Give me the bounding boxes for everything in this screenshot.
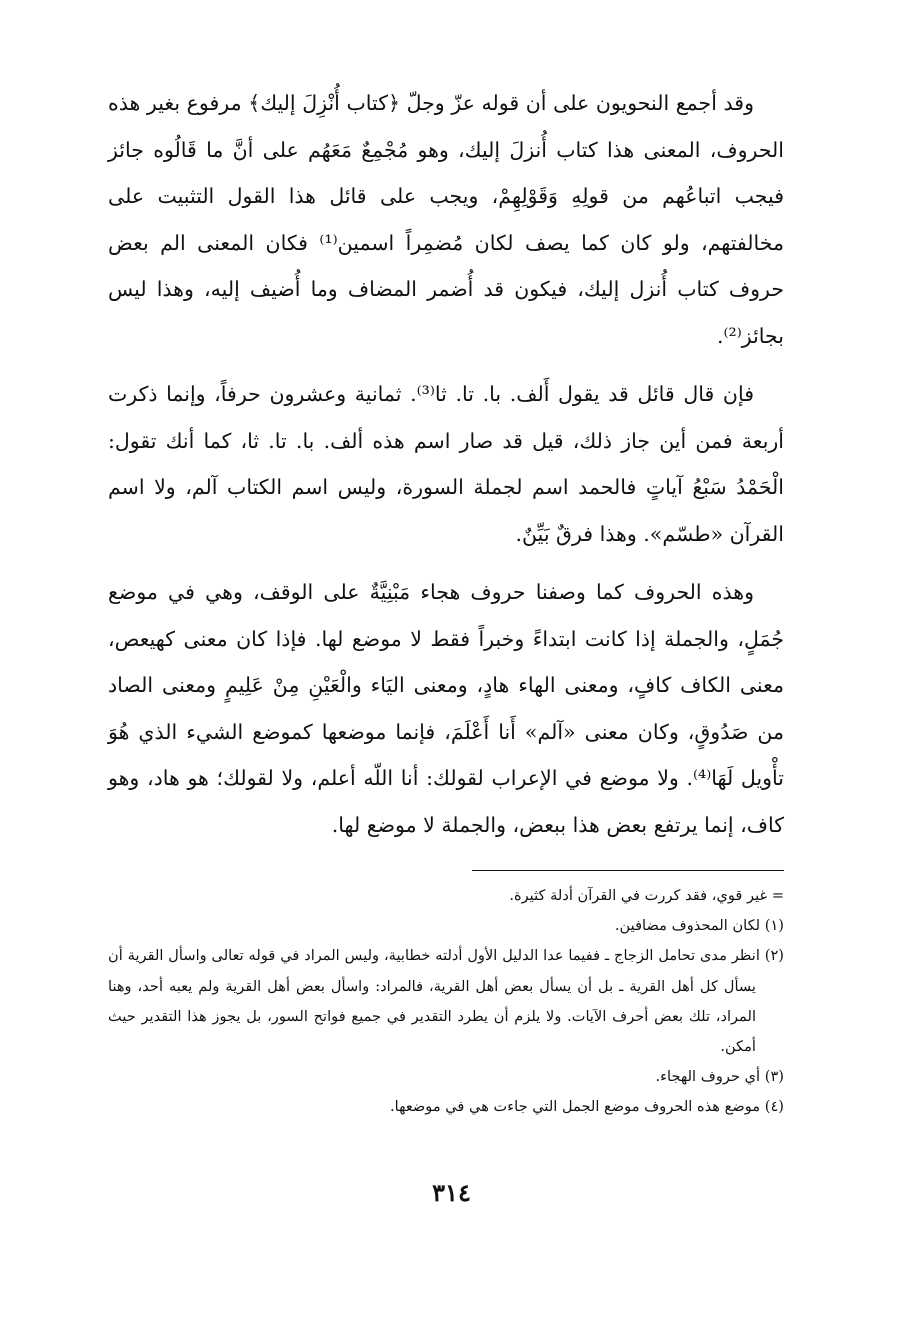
footnotes — [108, 881, 784, 1123]
page-content — [108, 80, 784, 1123]
paragraph-3: وهذه الحروف كما وصفنا حروف هجاء مَبْنِيَّةٌ على الوقف، وهي في موضع جُمَلٍ، والجملة إذا كانت ابتداءً وخبراً فقط لا موضع لها. فإذا كان معنى كهيعص، معنى الكاف كافٍ، ومعنى الهاء هادٍ، ومعنى اليَاء والْعَيْنِ مِنْ عَلِيمٍ ومعنى الصاد من صَدُوقٍ، وكان معنى «آلم» أَنا أَعْلَمَ، فإنما موضعها كموضع الشيء الذي هُوَ تأْويل لَهَا⁽⁴⁾. ولا موضع في الإعراب لقولك: أنا اللّه أعلم، ولا لقولك؛ هو هاد، وهو كاف، إنما يرتفع بعض هذا ببعض، والجملة لا موضع لها. — [108, 580, 785, 837]
paragraph-1: وقد أجمع النحويون على أن قوله عزّ وجلّ ﴿كتاب أُنْزِلَ إليك﴾ مرفوع بغير هذه الحروف، المعنى هذا كتاب أُنزلَ إليك، وهو مُجْمِعٌ مَعَهُم على أنَّ ما قَالُوه جائز فيجب اتباعُهم من قولِهِ وَقَوْلِهِمْ، ويجب على قائل هذا القول التثبيت على مخالفتهم، ولو كان كما يصف لكان مُضمِراً اسمين⁽¹⁾ فكان المعنى الم بعض حروف كتاب أُنزل إليك، فيكون قد أُضمر المضاف وما أُضيف إليه، وهذا ليس بجائز⁽²⁾. — [108, 91, 784, 348]
page-number: ٣١٤ — [432, 1178, 471, 1207]
footnote-1: (١) لكان المحذوف مضافين. — [614, 917, 784, 935]
footnote-3: (٣) أي حروف الهجاء. — [655, 1068, 784, 1086]
footnote-continuation: = غير قوي، فقد كررت في القرآن أدلة كثيرة. — [509, 887, 784, 904]
footnote-4: (٤) موضع هذه الحروف موضع الجمل التي جاءت هي في موضعها. — [390, 1098, 784, 1116]
paragraph-2: فإن قال قائل قد يقول أَلف. با. تا. ثا⁽³⁾. ثمانية وعشرون حرفاً، وإنما ذكرت أربعة فمن أين جاز ذلك، قيل قد صار اسم هذه ألف. با. تا. ثا، كما أنك تقول: الْحَمْدُ سَبْعُ آياتٍ فالحمد اسم لجملة السورة، وليس اسم الكتاب آلم، ولا اسم القرآن «طسّم». وهذا فرقٌ بَيِّنٌ. — [108, 382, 784, 546]
footnote-2: (٢) انظر مدى تحامل الزجاج ـ ففيما عدا الدليل الأول أدلته خطابية، وليس المراد في قوله تعالى واسأل القرية أن يسأل كل أهل القرية ـ بل أن يسأل بعض أهل القرية، فالمراد: واسأل بعض أهل القرية ولم يعبه أحد، وهنا المراد، تلك بعض أحرف الآيات. ولا يلزم أن يطرد التقدير في جميع فواتح السور، بل يجوز هذا التقدير حيث أمكن. — [108, 947, 784, 1056]
body-text — [108, 80, 784, 848]
footnote-separator — [472, 870, 784, 871]
